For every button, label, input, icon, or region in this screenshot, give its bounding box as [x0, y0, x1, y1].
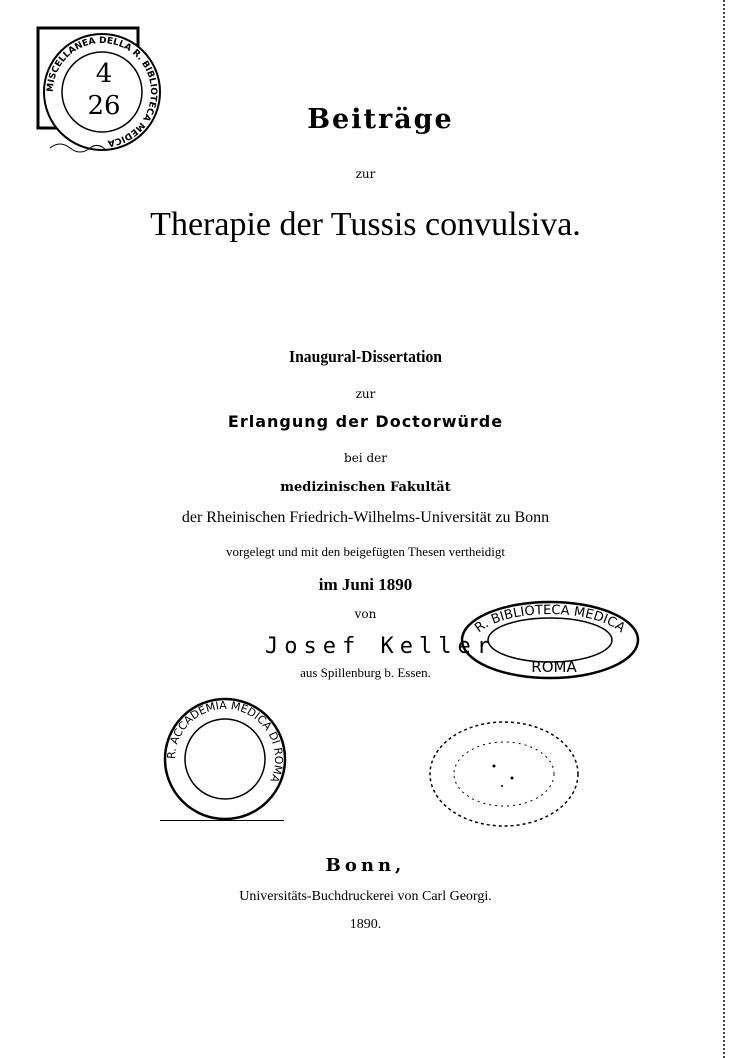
accademia-ring-text: R. ACCADEMIA MEDICA DI ROMA — [164, 698, 286, 785]
von-line: von — [354, 607, 377, 621]
author-name: Josef Keller — [265, 634, 496, 659]
shelfmark-stamp — [30, 20, 170, 160]
biblioteca-medica-stamp — [458, 598, 642, 682]
svg-text:R. BIBLIOTECA MEDICA — [472, 603, 628, 636]
erlangung-line: Erlangung der Doctorwürde — [227, 412, 504, 431]
svg-text:R. ACCADEMIA MEDICA DI ROMA — [165, 699, 285, 785]
dissertation-label: Inaugural-Dissertation — [289, 347, 442, 366]
biblioteca-bottom-text: ROMA — [531, 658, 577, 676]
main-title: Therapie der Tussis convulsiva. — [150, 206, 581, 243]
bei-der-line: bei der — [344, 451, 387, 465]
faculty-line: medizinischen Fakultät — [280, 480, 451, 495]
vorgelegt-line: vorgelegt und mit den beigefügten Thesen vertheidigt — [226, 544, 505, 559]
scan-edge — [723, 0, 731, 1058]
shelfmark-number-bottom: 26 — [87, 91, 121, 121]
imprint-year: 1890. — [349, 917, 382, 932]
biblioteca-top-text: R. BIBLIOTECA MEDICA — [472, 602, 628, 636]
faded-round-stamp — [424, 716, 584, 832]
university-line: der Rheinischen Friedrich-Wilhelms-Universität zu Bonn — [181, 509, 550, 526]
date-line: im Juni 1890 — [318, 575, 413, 594]
imprint-city: Bonn, — [325, 855, 406, 876]
shelfmark-number-top: 4 — [95, 59, 113, 89]
title-beitraege: Beiträge — [307, 104, 454, 135]
accademia-medica-stamp — [158, 692, 292, 826]
shelfmark-ring-text: MISCELLANEA DELLA R. BIBLIOTECA MEDICA — [45, 35, 159, 148]
divider-rule — [160, 820, 284, 821]
connector-zur-2: zur — [355, 387, 376, 401]
connector-zur-1: zur — [355, 167, 376, 181]
author-origin: aus Spillenburg b. Essen. — [300, 665, 431, 680]
imprint-printer: Universitäts-Buchdruckerei von Carl Georgi. — [239, 889, 492, 904]
